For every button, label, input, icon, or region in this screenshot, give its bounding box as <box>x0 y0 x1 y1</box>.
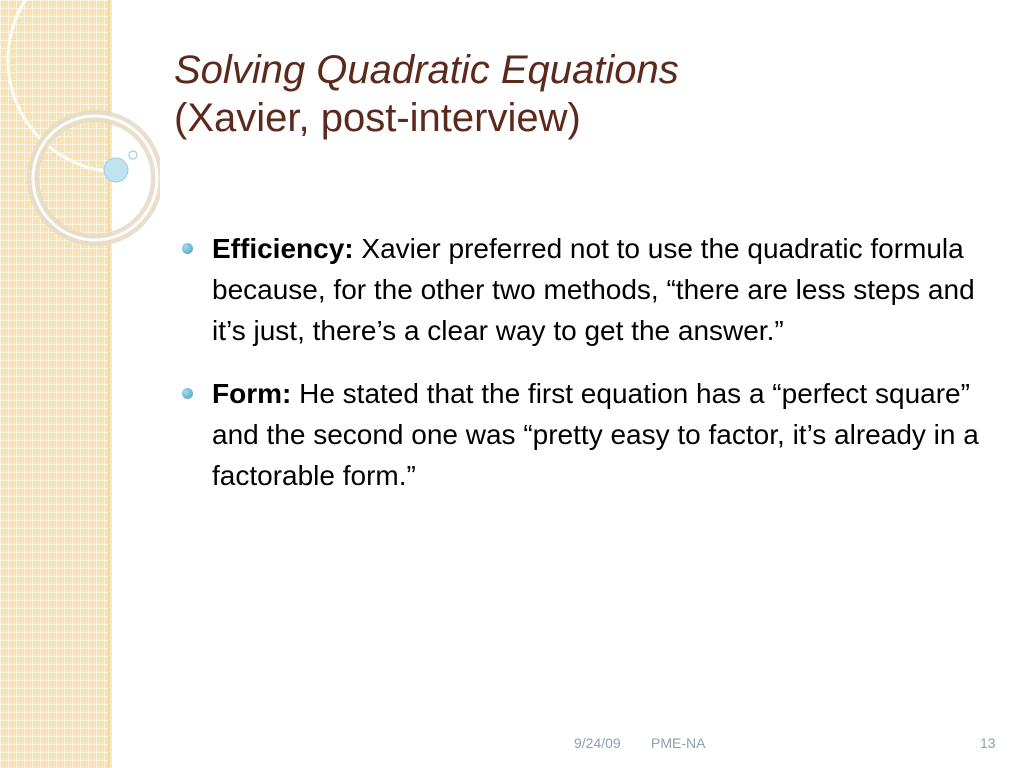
tiny-ring <box>129 151 137 159</box>
bullet-dot-icon <box>182 243 193 254</box>
footer-text: PME-NA <box>651 735 706 751</box>
bullet-lead: Form: <box>212 378 292 409</box>
slide-number: 13 <box>980 735 996 751</box>
large-ring <box>8 0 160 172</box>
bullet-lead: Efficiency: <box>212 233 354 264</box>
bullet-list <box>180 228 980 518</box>
decorative-circles <box>0 0 160 260</box>
footer-date: 9/24/09 <box>574 735 621 751</box>
small-blue-dot <box>104 158 128 182</box>
bullet-item-form <box>180 373 980 496</box>
slide-title <box>174 46 974 142</box>
title-line-2: (Xavier, post-interview) <box>174 96 581 140</box>
bullet-dot-icon <box>182 388 193 399</box>
medium-ring-highlight <box>33 116 157 240</box>
bullet-text: Xavier preferred not to use the quadratic formula because, for the other two methods, “there are less steps and it’s just, there’s a clear way to get the answer.” <box>212 233 975 346</box>
bullet-text: He stated that the first equation has a “perfect square” and the second one was “pretty easy to factor, it’s already in a factorable form.” <box>212 378 979 491</box>
title-line-1: Solving Quadratic Equations <box>174 48 679 92</box>
bullet-item-efficiency <box>180 228 980 351</box>
